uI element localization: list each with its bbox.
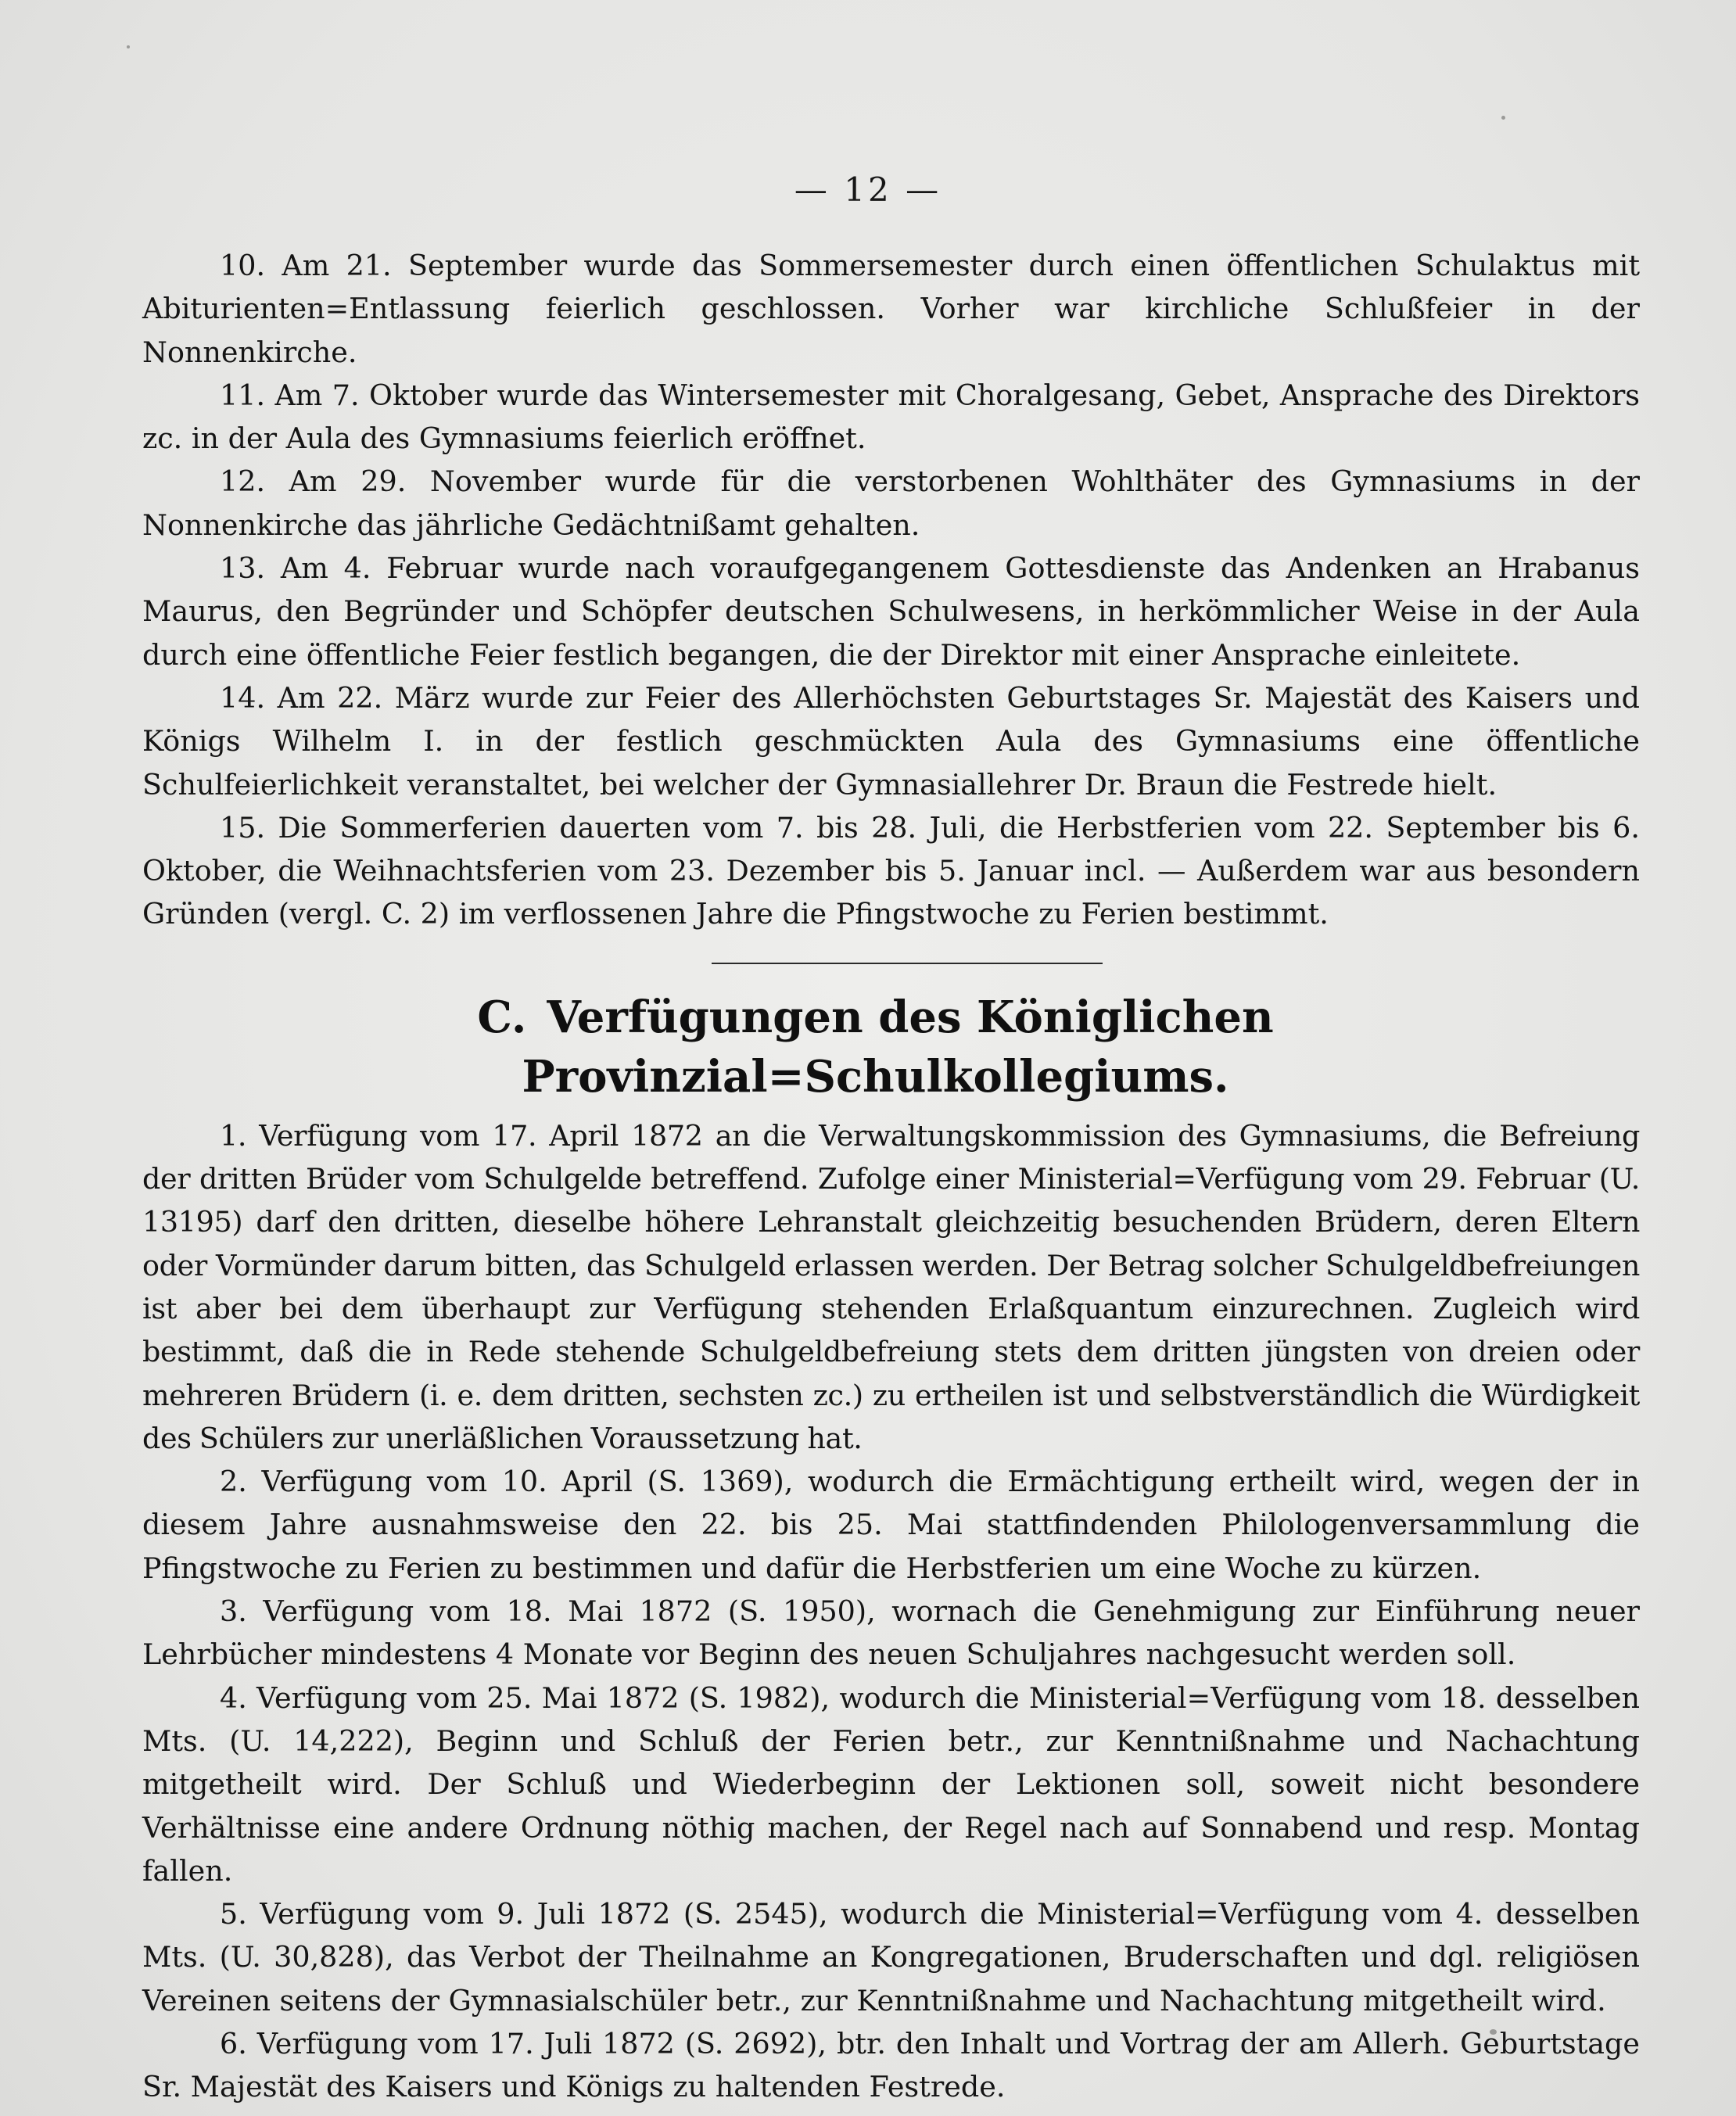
section-divider <box>712 963 1103 964</box>
paragraph-item-11: 11. Am 7. Oktober wurde das Wintersemester mit Choralgesang, Gebet, Ansprache des Direktors zc. in der Aula des Gymnasiums feierlich eröffnet. <box>142 378 1640 456</box>
decree-item-4: 4. Verfügung vom 25. Mai 1872 (S. 1982), wodurch die Ministerial=Verfügung vom 18. desselben Mts. (U. 14,222), Beginn und Schluß der Ferien betr., zur Kenntnißnahme und Nachachtung mitgetheilt wird. Der Schluß und Wiederbeginn der Lektionen soll, soweit nicht besondere Verhältnisse eine andere Ordnung nöthig machen, der Regel nach auf Sonnabend und resp. Montag fallen. <box>142 1680 1640 1888</box>
document-body <box>142 244 1640 2109</box>
decree-item-1: 1. Verfügung vom 17. April 1872 an die Verwaltungskommission des Gymnasiums, die Befreiung der dritten Brüder vom Schulgelde betreffend. Zufolge einer Ministerial=Verfügung vom 29. Februar (U. 13195) darf den dritten, dieselbe höhere Lehranstalt gleichzeitig besuchenden Brüdern, deren Eltern oder Vormünder darum bitten, das Schulgeld erlassen werden. Der Betrag solcher Schulgeldbefreiungen ist aber bei dem überhaupt zur Verfügung stehenden Erlaßquantum einzurechnen. Zugleich wird bestimmt, daß die in Rede stehende Schulgeldbefreiung stets dem dritten jüngsten von dreien oder mehreren Brüdern (i. e. dem dritten, sechsten zc.) zu ertheilen ist und selbstverständlich die Würdigkeit des Schülers zur unerläßlichen Voraussetzung hat. <box>142 1118 1640 1455</box>
paragraph-item-15: 15. Die Sommerferien dauerten vom 7. bis 28. Juli, die Herbstferien vom 22. September bis 6. Oktober, die Weihnachtsferien vom 23. Dezember bis 5. Januar incl. — Außerdem war aus besondern Gründen (vergl. C. 2) im verflossenen Jahre die Pfingstwoche zu Ferien bestimmt. <box>142 810 1640 931</box>
paragraph-item-14: 14. Am 22. März wurde zur Feier des Allerhöchsten Geburtstages Sr. Majestät des Kaisers und Königs Wilhelm I. in der festlich geschmückten Aula des Gymnasiums eine öffentliche Schulfeierlichkeit veranstaltet, bei welcher der Gymnasiallehrer Dr. Braun die Festrede hielt. <box>142 680 1640 802</box>
section-heading <box>142 988 1640 1106</box>
paper-speck <box>127 45 130 48</box>
section-title: Verfügungen des Königlichen Provinzial=Schulkollegiums. <box>522 991 1274 1103</box>
decree-item-2: 2. Verfügung vom 10. April (S. 1369), wodurch die Ermächtigung ertheilt wird, wegen der in diesem Jahre ausnahmsweise den 22. bis 25. Mai stattfindenden Philologenversammlung die Pfingstwoche zu Ferien zu bestimmen und dafür die Herbstferien um eine Woche zu kürzen. <box>142 1465 1640 1585</box>
page-number: — 12 — <box>794 170 942 209</box>
section-letter: C. <box>477 991 527 1043</box>
paragraph-item-12: 12. Am 29. November wurde für die verstorbenen Wohlthäter des Gymnasiums in der Nonnenkirche das jährliche Gedächtnißamt gehalten. <box>142 464 1640 542</box>
paragraph-item-10: 10. Am 21. September wurde das Sommersemester durch einen öffentlichen Schulaktus mit Abiturienten=Entlassung feierlich geschlossen. Vorher war kirchliche Schlußfeier in der Nonnenkirche. <box>142 249 1640 369</box>
paragraph-item-13: 13. Am 4. Februar wurde nach voraufgegangenem Gottesdienste das Andenken an Hrabanus Maurus, den Begründer und Schöpfer deutschen Schulwesens, in herkömmlicher Weise in der Aula durch eine öffentliche Feier festlich begangen, die der Direktor mit einer Ansprache einleitete. <box>142 551 1640 672</box>
paper-speck <box>1501 116 1505 120</box>
decree-item-3: 3. Verfügung vom 18. Mai 1872 (S. 1950), wornach die Genehmigung zur Einführung neuer Lehrbücher mindestens 4 Monate vor Beginn des neuen Schuljahres nachgesucht werden soll. <box>142 1594 1640 1672</box>
decree-item-5: 5. Verfügung vom 9. Juli 1872 (S. 2545), wodurch die Ministerial=Verfügung vom 4. desselben Mts. (U. 30,828), das Verbot der Theilnahme an Kongregationen, Bruderschaften und dgl. religiösen Vereinen seitens der Gymnasialschüler betr., zur Kenntnißnahme und Nachachtung mitgetheilt wird. <box>142 1897 1640 2017</box>
decree-item-6: 6. Verfügung vom 17. Juli 1872 (S. 2692), btr. den Inhalt und Vortrag der am Allerh. Geburtstage Sr. Majestät des Kaisers und Königs zu haltenden Festrede. <box>142 2026 1640 2104</box>
